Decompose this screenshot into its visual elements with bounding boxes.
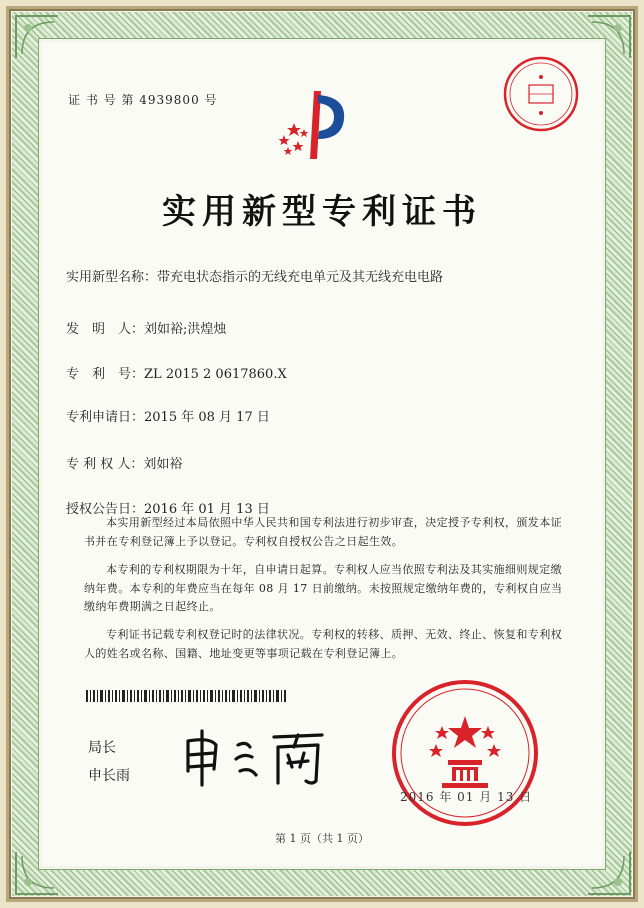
field-value: 2015 年 08 月 17 日 (144, 410, 270, 425)
field-label: 专 利 权 人： (66, 457, 144, 472)
field-label: 授权公告日： (66, 502, 145, 517)
statement-paragraph: 本专利的专利权期限为十年，自申请日起算。专利权人应当依照专利法及其实施细则规定缴纳年费。本专利的年费应当在每年 08 月 17 日前缴纳。未按照规定缴纳年费的，专利权自应当缴纳年费期满之日起终止。 (84, 563, 563, 613)
corner-ornament-icon (14, 850, 60, 896)
field-label: 专 利 号： (66, 367, 145, 382)
field-value: 刘如裕;洪煌烛 (144, 322, 227, 337)
certificate-number: 证 书 号 第 4939800 号 (68, 93, 218, 107)
field-application-date (66, 406, 270, 425)
corner-ornament-icon (586, 850, 632, 896)
field-inventor (66, 318, 226, 337)
field-value: ZL 2015 2 0617860.X (144, 367, 287, 382)
seal-date: 2016 年 01 月 13 日 (400, 790, 533, 804)
statement-paragraph: 专利证书记载专利权登记时的法律状况。专利权的转移、质押、无效、终止、恢复和专利权人的姓名或名称、国籍、地址变更等事项记载在专利登记簿上。 (84, 628, 562, 660)
corner-ornament-icon (586, 14, 632, 60)
official-seal-icon (390, 678, 540, 828)
agency-seal-icon (502, 55, 580, 133)
field-patentee (66, 453, 182, 472)
statement-paragraph: 本实用新型经过本局依照中华人民共和国专利法进行初步审查，决定授予专利权，颁发本证书并在专利登记簿上予以登记。专利权自授权公告之日起生效。 (84, 516, 562, 548)
field-value: 带充电状态指示的无线充电单元及其无线充电电路 (157, 270, 444, 285)
barcode-icon (86, 690, 286, 702)
certificate-title: 实用新型专利证书 (162, 192, 482, 232)
patent-office-logo-icon (274, 85, 354, 165)
corner-ornament-icon (14, 14, 60, 60)
field-patent-number (66, 363, 287, 382)
field-value: 刘如裕 (143, 457, 183, 472)
field-label: 专利申请日： (66, 410, 145, 425)
field-label: 发 明 人： (66, 322, 145, 337)
page-number: 第 1 页（共 1 页） (275, 832, 369, 845)
field-label: 实用新型名称： (66, 270, 158, 285)
handwritten-signature (180, 727, 330, 787)
signatory-name: 申长雨 (88, 768, 130, 784)
field-utility-model-name (66, 266, 443, 285)
signatory-position: 局长 (88, 740, 116, 756)
field-value: 2016 年 01 月 13 日 (144, 502, 270, 517)
